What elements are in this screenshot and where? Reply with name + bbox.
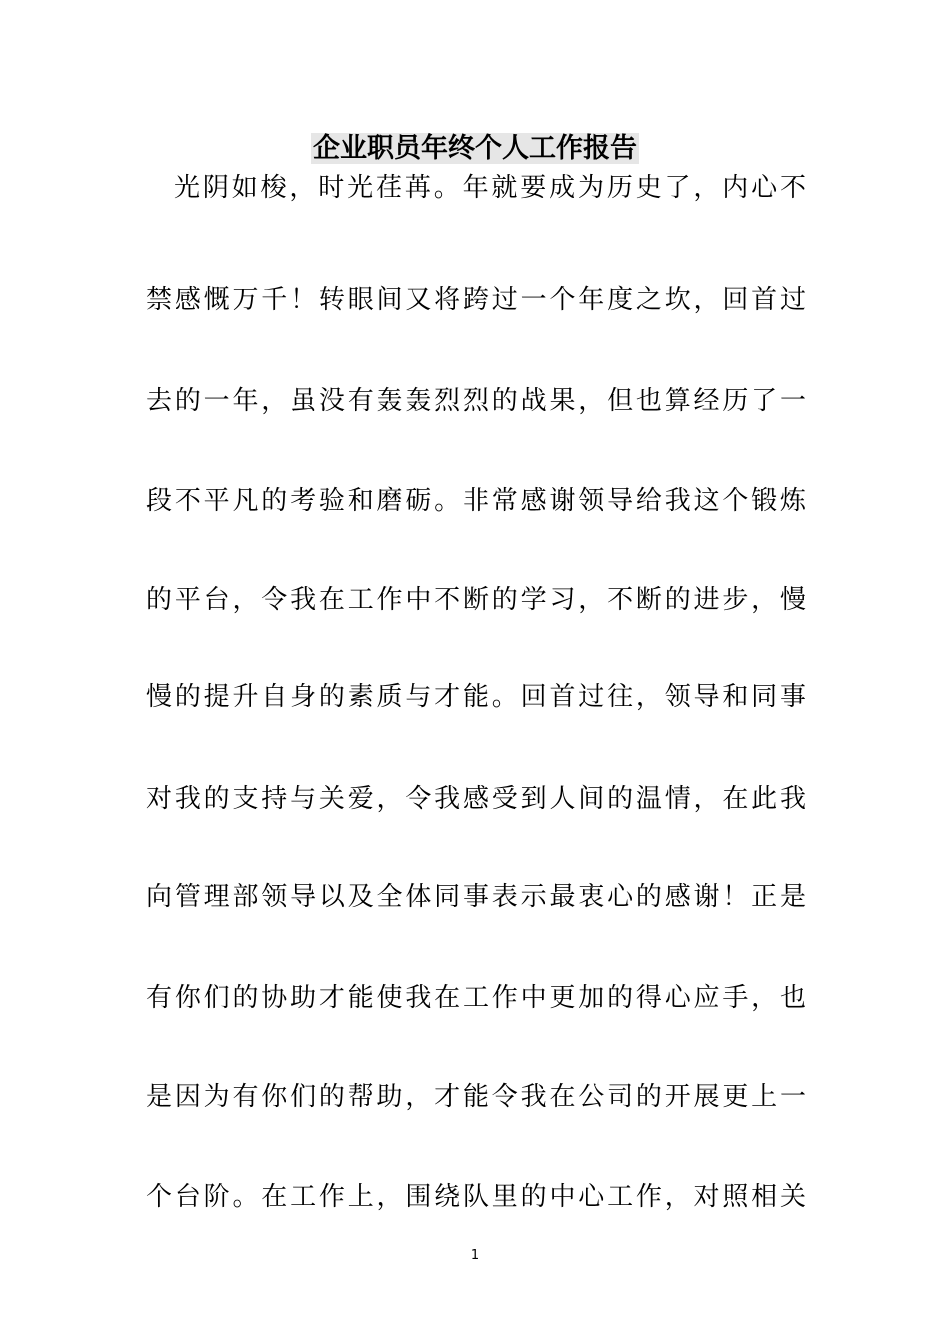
- document-title: [0, 128, 950, 170]
- body-line-2: 禁感慨万千！转眼间又将跨过一个年度之坎，回首过: [146, 285, 806, 315]
- body-line-9: 有你们的协助才能使我在工作中更加的得心应手，也: [146, 983, 806, 1013]
- body-line-10: 是因为有你们的帮助，才能令我在公司的开展更上一: [146, 1082, 806, 1112]
- body-line-6: 慢的提升自身的素质与才能。回首过往，领导和同事: [146, 682, 806, 712]
- body-line-11: 个台阶。在工作上，围绕队里的中心工作，对照相关: [146, 1182, 806, 1212]
- body-line-1: 光阴如梭，时光荏苒。年就要成为历史了，内心不: [174, 173, 806, 203]
- document-title-text: 企业职员年终个人工作报告: [313, 133, 637, 164]
- body-line-8: 向管理部领导以及全体同事表示最衷心的感谢！正是: [146, 882, 806, 912]
- body-line-7: 对我的支持与关爱，令我感受到人间的温情，在此我: [146, 784, 806, 814]
- page-number: 1: [470, 1248, 480, 1263]
- body-line-3: 去的一年，虽没有轰轰烈烈的战果，但也算经历了一: [146, 386, 806, 416]
- body-line-5: 的平台，令我在工作中不断的学习，不断的进步，慢: [146, 585, 806, 615]
- body-line-4: 段不平凡的考验和磨砺。非常感谢领导给我这个锻炼: [146, 486, 806, 516]
